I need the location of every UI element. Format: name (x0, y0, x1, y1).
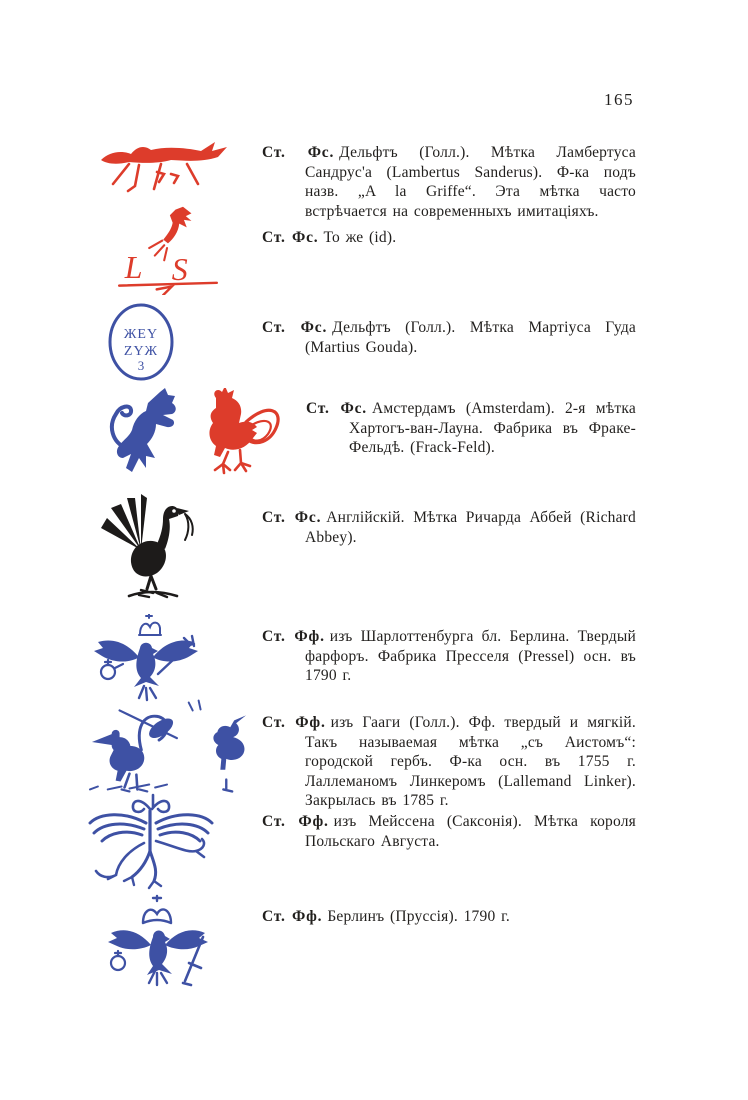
griffe-claw-mark-image (95, 134, 235, 202)
entry-prefix: Ст. Фс. (262, 229, 319, 246)
catalog-entry (262, 713, 636, 811)
entry-text: изъ Гааги (Голл.). Фф. твердый и мягкій. Такъ называемая мѣтка „съ Аистомъ“: городской гербъ. Ф-ка осн. въ 1755 г. Лаллеманомъ Линкеромъ (Lallemand Linker). Закрылась въ 1785 г. (305, 714, 636, 810)
entry-prefix: Ст. Фс. (262, 509, 322, 526)
blue-lion-mark-image (106, 386, 188, 482)
entry-text: Англійскій. Мѣтка Ричарда Аббей (Richard Abbey). (305, 509, 636, 546)
catalog-entry (262, 812, 636, 851)
entry-text: Амстердамъ (Amsterdam). 2-я мѣтка Хартогъ-ван-Лауна. Фабрика въ Фраке-Фельдѣ. (Frack-Feld). (349, 400, 636, 457)
entry-text: То же (id). (323, 229, 397, 246)
entry-prefix: Ст. Фф. (262, 908, 323, 925)
entry-text: изъ Мейссена (Саксонія). Мѣтка короля Польскаго Августа. (305, 813, 636, 850)
stamp-line-3: 3 (137, 358, 145, 373)
entry-text: Дельфтъ (Голл.). Мѣтка Мартіуса Гуда (Martius Gouda). (305, 319, 636, 356)
page-number: 165 (604, 90, 634, 109)
catalog-entry (262, 907, 636, 927)
ls-letter-l: L (124, 250, 143, 286)
crowned-eagle-orb-sceptre-mark-image (88, 614, 206, 706)
entry-prefix: Ст. Фф. (262, 714, 326, 731)
entry-text: Дельфтъ (Голл.). Мѣтка Ламбертуса Сандрус'а (Lambertus Sanderus). Ф-ка подъ назв. „A la Griffe“. Эта мѣтка часто встрѣчается на современныхъ имитаціяхъ. (305, 144, 636, 220)
catalog-entry (262, 627, 636, 686)
meissen-caduceus-mark-image (84, 793, 224, 893)
catalog-entry (306, 399, 636, 458)
catalog-entry (262, 508, 636, 547)
catalog-entry (262, 228, 636, 248)
entry-prefix: Ст. Фф. (262, 628, 325, 645)
catalog-entry (262, 318, 636, 357)
liver-bird-mark-image (95, 490, 197, 600)
entry-prefix: Ст. Фс. (262, 319, 328, 336)
entry-text: изъ Шарлоттенбурга бл. Берлина. Твердый фарфоръ. Фабрика Пресселя (Pressel) осн. въ 1790 г. (305, 628, 636, 685)
red-rooster-mark-image (190, 388, 288, 476)
entry-text: Берлинъ (Пруссія). 1790 г. (327, 908, 510, 925)
ls-monogram-claw-mark-image (110, 203, 225, 295)
stamp-line-2: ZYЖ (123, 344, 159, 359)
entry-prefix: Ст. Фс. (262, 144, 335, 161)
berlin-crowned-eagle-mark-image (101, 893, 217, 993)
entry-prefix: Ст. Фф. (262, 813, 329, 830)
entry-prefix: Ст. Фс. (306, 400, 367, 417)
stamp-line-1: ЖEY (123, 327, 159, 342)
two-storks-mark-image (86, 698, 248, 794)
catalog-entry (262, 143, 636, 221)
ls-letter-s: S (171, 251, 188, 287)
oval-character-stamp-mark-image (101, 300, 181, 384)
